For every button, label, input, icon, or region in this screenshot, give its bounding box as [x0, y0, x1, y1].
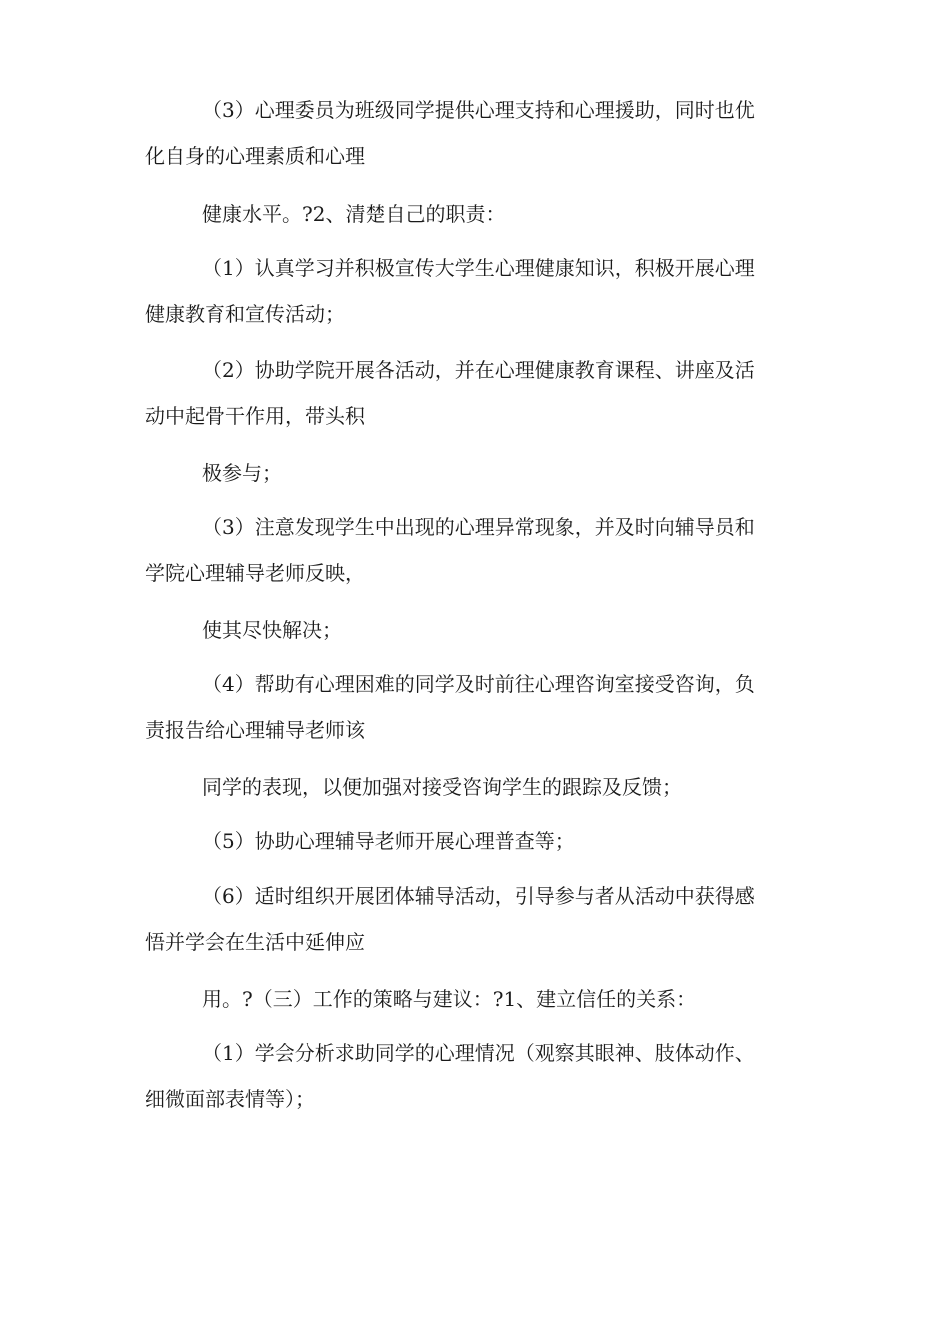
text-line: 同学的表现，以便加强对接受咨询学生的跟踪及反馈；	[202, 775, 682, 799]
text-line: （3）心理委员为班级同学提供心理支持和心理援助，同时也优	[202, 98, 755, 122]
text-line: 使其尽快解决；	[202, 618, 342, 642]
text-line: 责报告给心理辅导老师该	[145, 718, 365, 742]
text-line: 极参与；	[202, 461, 282, 485]
text-line: （5）协助心理辅导老师开展心理普查等；	[202, 829, 575, 853]
text-line: （6）适时组织开展团体辅导活动，引导参与者从活动中获得感	[202, 884, 755, 908]
text-line: 化自身的心理素质和心理	[145, 144, 365, 168]
text-line: （2）协助学院开展各活动，并在心理健康教育课程、讲座及活	[202, 358, 755, 382]
text-line: 悟并学会在生活中延伸应	[145, 930, 365, 954]
text-line: （1）学会分析求助同学的心理情况（观察其眼神、肢体动作、	[202, 1041, 755, 1065]
text-line: 动中起骨干作用，带头积	[145, 404, 365, 428]
text-line: （3）注意发现学生中出现的心理异常现象，并及时向辅导员和	[202, 515, 755, 539]
text-line: 用。?（三）工作的策略与建议：?1、建立信任的关系：	[202, 987, 697, 1011]
text-line: （4）帮助有心理困难的同学及时前往心理咨询室接受咨询，负	[202, 672, 755, 696]
text-line: 学院心理辅导老师反映，	[145, 561, 365, 585]
text-line: 健康水平。?2、清楚自己的职责：	[202, 202, 506, 226]
text-line: 健康教育和宣传活动；	[145, 302, 345, 326]
text-line: （1）认真学习并积极宣传大学生心理健康知识，积极开展心理	[202, 256, 755, 280]
text-line: 细微面部表情等）；	[145, 1087, 315, 1111]
